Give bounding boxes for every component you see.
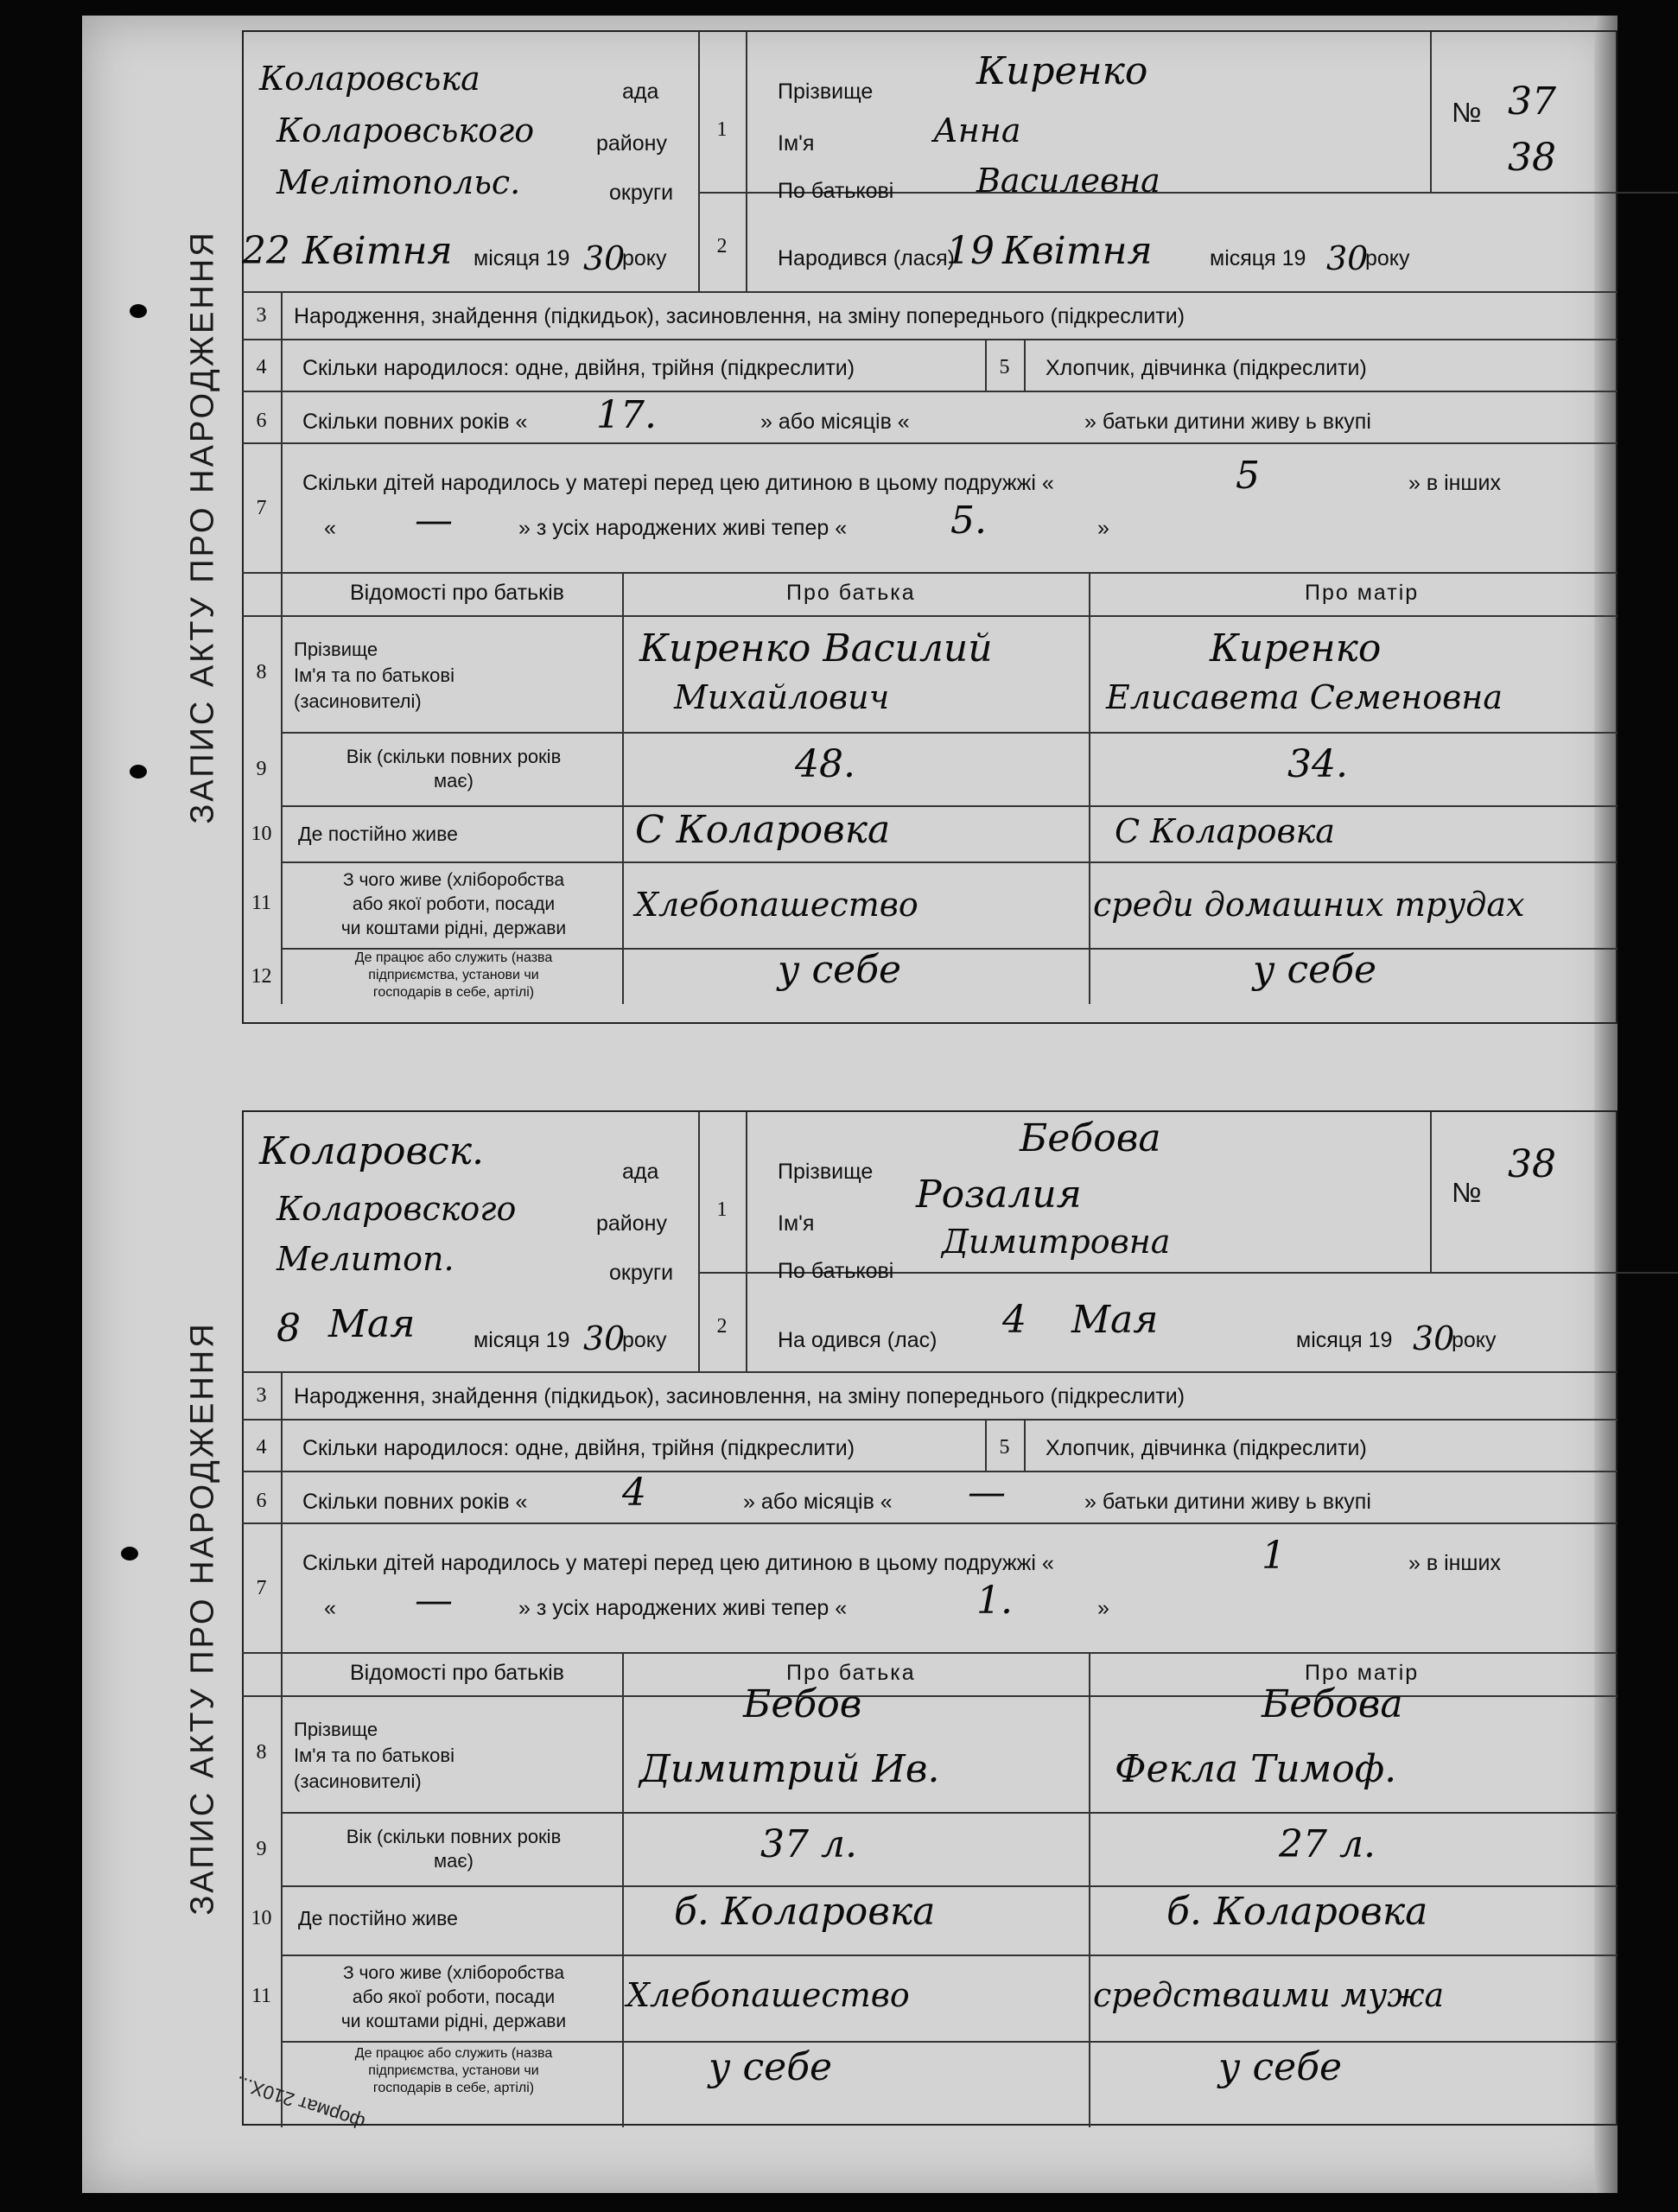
birth-year-label: року [1452, 1328, 1497, 1352]
children-alive-value: 5. [950, 499, 987, 543]
hdr-vidomosti: Відомості про батьків [350, 581, 564, 605]
father-occupation: Хлебопашество [626, 1976, 910, 2014]
father-name-2: Димитрий Ив. [639, 1747, 940, 1791]
row4-label: Скільки народилося: одне, двійня, трійня (підкреслити) [302, 356, 855, 380]
field-number-5: 5 [999, 1436, 1010, 1459]
row11-label: З чого живе (хліборобства або якої роботи, посади чи коштами рідні, держави [340, 870, 567, 938]
row3-label: Народження, знайдення (підкидьок), засиновлення, на зміну попереднього (підкреслити) [294, 304, 1185, 328]
surname-value: Бебова [1020, 1116, 1161, 1160]
field-number-4: 4 [256, 1436, 267, 1459]
field-number-3: 3 [256, 304, 267, 327]
father-occupation: Хлебопашество [635, 886, 918, 924]
name-value: Анна [933, 111, 1021, 149]
side-title: ЗАПИС АКТУ ПРО НАРОДЖЕННЯ [184, 1320, 221, 1916]
years-together-value: 4 [622, 1471, 646, 1515]
row11-label: З чого живе (хліборобства або якої роботи, посади чи коштами рідні, держави [340, 1963, 567, 2031]
mother-name-1: Киренко [1210, 626, 1382, 671]
field-number-9: 9 [256, 758, 267, 780]
name-label: Ім'я [778, 131, 815, 156]
mother-age: 27 л. [1279, 1822, 1376, 1866]
hdr-batko: Про батька [786, 581, 916, 605]
hdr-maty: Про матір [1305, 1661, 1420, 1685]
row6-a: Скільки повних років « [302, 1490, 528, 1514]
birth-month: Мая [1071, 1298, 1159, 1342]
birth-year: 30 [1413, 1319, 1455, 1357]
field-number-6: 6 [256, 410, 267, 432]
row6-c: » батьки дитини живу ь вкупі [1084, 410, 1371, 434]
birth-month-label: місяця 19 [1296, 1328, 1393, 1352]
record-grid [242, 30, 1618, 1024]
row5-label: Хлопчик, дівчинка (підкреслити) [1046, 1436, 1367, 1460]
reg-day: 22 [242, 229, 290, 273]
mother-age: 34. [1287, 742, 1348, 786]
row7-d: » з усіх народжених живі тепер « [518, 516, 848, 540]
birth-day: 19 [946, 229, 995, 273]
field-number-11: 11 [251, 892, 272, 914]
raion-label: району [596, 1211, 667, 1236]
birth-month-label: місяця 19 [1210, 246, 1306, 270]
okruh-value: Мелитоп. [276, 1240, 454, 1278]
children-other-value: — [415, 499, 453, 543]
row3-label: Народження, знайдення (підкидьок), засиновлення, на зміну попереднього (підкреслити) [294, 1384, 1185, 1408]
field-number-5: 5 [999, 356, 1010, 378]
name-value: Розалия [916, 1173, 1082, 1217]
record-number-a: 37 [1508, 79, 1556, 124]
mother-name-2: Елисавета Семеновна [1106, 678, 1503, 716]
row6-b: » або місяців « [743, 1490, 893, 1514]
name-label: Ім'я [778, 1211, 815, 1236]
hdr-vidomosti: Відомості про батьків [350, 1661, 564, 1685]
birth-record-top [164, 30, 1618, 1024]
month-label: місяця 19 [474, 246, 570, 270]
reg-month: Мая [328, 1302, 416, 1346]
okruh-label: округи [609, 1261, 674, 1285]
row12-label: Де працює або служить (назва підприємства, установи чи господарів в себе, артілі) [354, 2046, 553, 2095]
surname-value: Киренко [976, 49, 1148, 93]
record-no-label: № [1452, 1177, 1482, 1208]
punch-hole [130, 765, 147, 779]
field-number-6: 6 [256, 1490, 267, 1512]
father-name-1: Киренко Василий [639, 626, 993, 671]
field-number-7: 7 [256, 497, 267, 519]
father-name-2: Михайлович [674, 678, 890, 716]
mother-work: у себе [1253, 948, 1377, 992]
birth-month: Квітня [1002, 229, 1153, 273]
row7-c: « [324, 516, 336, 540]
record-number-b: 38 [1508, 136, 1556, 180]
row8-label: Прізвище Ім'я та по батькові (засиновителі) [294, 639, 454, 712]
mother-residence: С Коларовка [1115, 812, 1335, 850]
birth-year: 30 [1326, 239, 1369, 277]
mother-occupation: средстваими мужа [1093, 1976, 1445, 2014]
mother-name-1: Бебова [1262, 1682, 1403, 1726]
father-work: у себе [709, 2045, 833, 2089]
father-residence: б. Коларовка [674, 1890, 936, 1934]
punch-hole [130, 304, 147, 318]
month-label: місяця 19 [474, 1328, 570, 1352]
row9-label: Вік (скільки повних років має) [346, 746, 562, 791]
field-number-11: 11 [251, 1985, 272, 2007]
years-together-value: 17. [596, 393, 657, 437]
field-number-7: 7 [256, 1577, 267, 1599]
format-stamp: формат 210Х... [232, 2071, 368, 2134]
row10-label: Де постійно живе [298, 1907, 458, 1929]
side-title-strip [164, 30, 244, 1024]
reg-year: 30 [583, 1319, 626, 1357]
row7-b: » в інших [1408, 1551, 1501, 1575]
mother-work: у себе [1218, 2045, 1343, 2089]
mother-residence: б. Коларовка [1166, 1890, 1428, 1934]
record-number: 38 [1508, 1142, 1556, 1186]
birth-day: 4 [1002, 1298, 1027, 1342]
field-number-8: 8 [256, 661, 267, 683]
row9-label: Вік (скільки повних років має) [346, 1826, 562, 1872]
field-number-4: 4 [256, 356, 267, 378]
row7-e: » [1097, 1596, 1109, 1620]
row7-a: Скільки дітей народилось у матері перед цею дитиною в цьому подружжі « [302, 1551, 1054, 1575]
okruh-value: Мелітопольс. [276, 163, 521, 201]
raion-value: Коларовского [276, 1190, 517, 1228]
field-number-9: 9 [256, 1838, 267, 1860]
record-grid [242, 1110, 1618, 2126]
hdr-batko: Про батька [786, 1661, 916, 1685]
hdr-maty: Про матір [1305, 581, 1420, 605]
raion-value: Коларовського [276, 111, 535, 149]
patronymic-value: Василевна [976, 162, 1160, 200]
okruh-label: округи [609, 181, 674, 205]
raion-label: району [596, 131, 667, 156]
children-other-value: — [415, 1579, 453, 1623]
surname-label: Прізвище [778, 79, 874, 104]
field-number-1: 1 [716, 1198, 728, 1221]
field-number-3: 3 [256, 1384, 267, 1407]
father-age: 37 л. [760, 1822, 857, 1866]
field-number-12: 12 [251, 965, 272, 988]
rada-label: ада [622, 79, 659, 104]
row8-label: Прізвище Ім'я та по батькові (засиновителі) [294, 1719, 454, 1792]
reg-day: 8 [276, 1306, 301, 1351]
children-alive-value: 1. [976, 1579, 1013, 1623]
children-in-marriage-value: 5 [1236, 454, 1260, 498]
born-label: На одився (лас) [778, 1328, 938, 1352]
punch-hole [121, 1547, 138, 1560]
record-no-label: № [1452, 97, 1482, 128]
birth-record-bottom [164, 1110, 1618, 2126]
patronymic-value: Димитровна [942, 1223, 1171, 1261]
row7-c: « [324, 1596, 336, 1620]
children-in-marriage-value: 1 [1262, 1534, 1286, 1578]
row10-label: Де постійно живе [298, 823, 458, 845]
reg-year: 30 [583, 239, 626, 277]
months-together-value: — [968, 1471, 1006, 1515]
father-name-1: Бебов [743, 1682, 862, 1726]
rada-label: ада [622, 1160, 659, 1184]
row5-label: Хлопчик, дівчинка (підкреслити) [1046, 356, 1367, 380]
surname-label: Прізвище [778, 1160, 874, 1184]
row12-label: Де працює або служить (назва підприємства, установи чи господарів в себе, артілі) [354, 950, 553, 1000]
field-number-10: 10 [251, 823, 272, 845]
row7-e: » [1097, 516, 1109, 540]
year-label: року [622, 246, 667, 270]
father-work: у себе [778, 948, 902, 992]
patronymic-label: По батькові [778, 1259, 894, 1283]
row4-label: Скільки народилося: одне, двійня, трійня (підкреслити) [302, 1436, 855, 1460]
patronymic-label: По батькові [778, 179, 894, 203]
rada-value: Коларовск. [259, 1129, 484, 1173]
field-number-2: 2 [716, 1315, 728, 1338]
father-age: 48. [795, 742, 855, 786]
side-title-strip [164, 1110, 244, 2126]
mother-occupation: среди домашних трудах [1093, 886, 1525, 924]
row7-d: » з усіх народжених живі тепер « [518, 1596, 848, 1620]
field-number-2: 2 [716, 235, 728, 257]
field-number-10: 10 [251, 1907, 272, 1929]
row7-a: Скільки дітей народилось у матері перед цею дитиною в цьому подружжі « [302, 471, 1054, 495]
rada-value: Коларовська [259, 60, 480, 98]
field-number-8: 8 [256, 1741, 267, 1764]
birth-year-label: року [1365, 246, 1410, 270]
reg-month: Квітня [302, 229, 453, 273]
born-label: Народився (лася) [778, 246, 955, 270]
year-label: року [622, 1328, 667, 1352]
row6-c: » батьки дитини живу ь вкупі [1084, 1490, 1371, 1514]
field-number-1: 1 [716, 118, 728, 141]
mother-name-2: Фекла Тимоф. [1115, 1747, 1397, 1791]
side-title: ЗАПИС АКТУ ПРО НАРОДЖЕННЯ [184, 230, 221, 824]
row6-a: Скільки повних років « [302, 410, 528, 434]
father-residence: С Коларовка [635, 808, 891, 852]
row7-b: » в інших [1408, 471, 1501, 495]
row6-b: » або місяців « [760, 410, 910, 434]
